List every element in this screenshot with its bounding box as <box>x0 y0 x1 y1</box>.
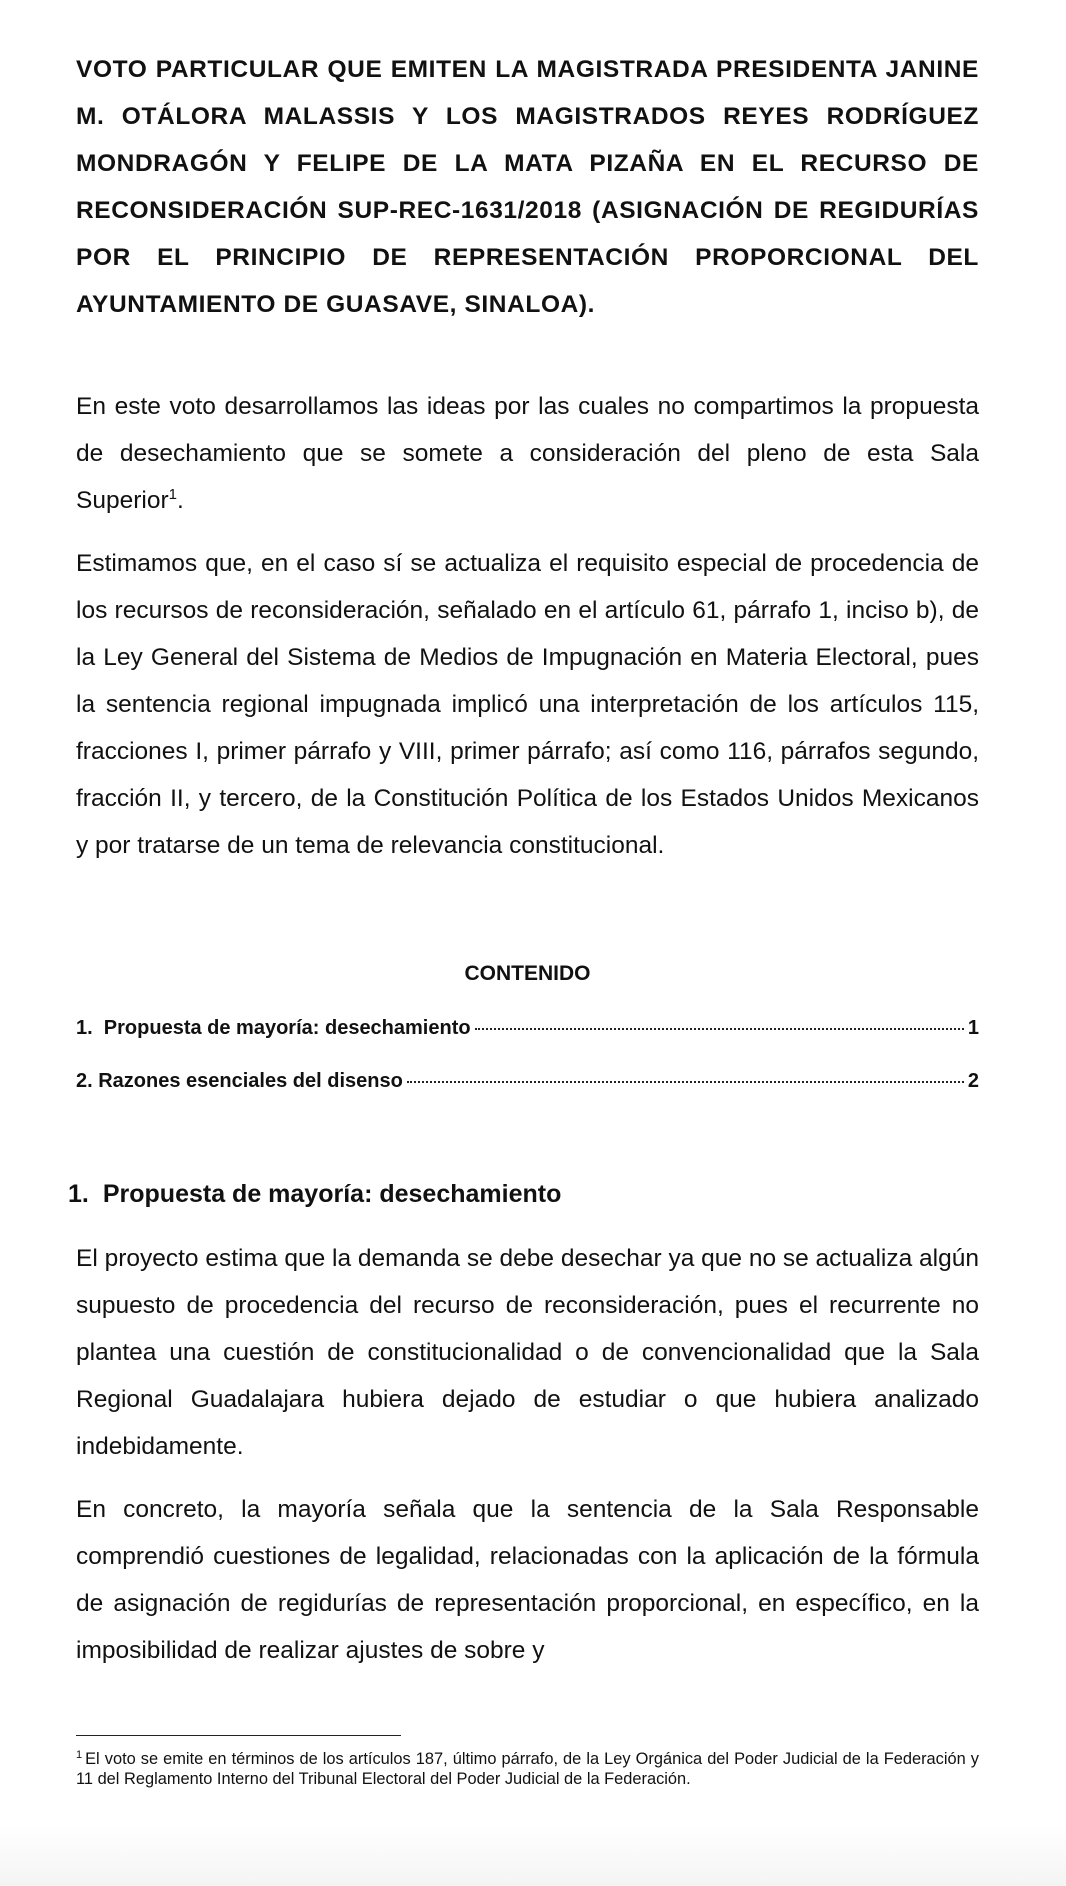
section-1-paragraph-1: El proyecto estima que la demanda se debe desechar ya que no se actualiza algún supuesto de procedencia del recurso de reconsideración, pues el recurrente no plantea una cuestión de constitucionalidad o de convencionalidad que la Sala Regional Guadalajara hubiera dejado de estudiar o que hubiera analizado indebidamente. <box>76 1245 980 1460</box>
footnote-divider <box>76 1735 401 1736</box>
footnote-text: El voto se emite en términos de los artículos 187, último párrafo, de la Ley Orgánica del Poder Judicial de la Federación y 11 del Reglamento Interno del Tribunal Electoral del Poder Judicial de la Federación. <box>76 1750 979 1788</box>
section-number: 1. <box>68 1180 89 1208</box>
toc-item-1[interactable] <box>76 1017 979 1040</box>
footnote-mark: 1 <box>76 1748 83 1761</box>
page-bottom-shadow <box>0 1826 1066 1886</box>
toc-item-2[interactable] <box>76 1070 979 1093</box>
footnote-reference[interactable]: 1 <box>168 485 177 503</box>
toc-item-page: 2 <box>967 1070 979 1092</box>
section-title: Propuesta de mayoría: desechamiento <box>102 1180 562 1208</box>
intro-paragraph-1-end: . <box>176 487 184 514</box>
toc-leader-dots <box>407 1081 964 1083</box>
intro-paragraph-1-text: En este voto desarrollamos las ideas por las cuales no compartimos la propuesta de desechamiento que se somete a consideración del pleno de esta Sala Superior <box>76 393 979 514</box>
toc-heading: CONTENIDO <box>464 962 591 985</box>
section-1-paragraph-2: En concreto, la mayoría señala que la sentencia de la Sala Responsable comprendió cuestiones de legalidad, relacionadas con la aplicación de la fórmula de asignación de regidurías de representación proporcional, en específico, en la imposibilidad de realizar ajustes de sobre y <box>76 1496 979 1664</box>
toc-item-label: 1. Propuesta de mayoría: desechamiento <box>76 1017 471 1039</box>
toc-item-label: 2. Razones esenciales del disenso <box>76 1070 403 1092</box>
footnote <box>76 1749 979 1789</box>
document-title: VOTO PARTICULAR QUE EMITEN LA MAGISTRADA PRESIDENTA JANINE M. OTÁLORA MALASSIS Y LOS MAGISTRADOS REYES RODRÍGUEZ MONDRAGÓN Y FELIPE DE LA MATA PIZAÑA EN EL RECURSO DE RECONSIDERACIÓN SUP-REC-1631/2018 (ASIGNACIÓN DE REGIDURÍAS POR EL PRINCIPIO DE REPRESENTACIÓN PROPORCIONAL DEL AYUNTAMIENTO DE GUASAVE, SINALOA). <box>76 56 979 318</box>
intro-paragraph-2: Estimamos que, en el caso sí se actualiza el requisito especial de procedencia de los recursos de reconsideración, señalado en el artículo 61, párrafo 1, inciso b), de la Ley General del Sistema de Medios de Impugnación en Materia Electoral, pues la sentencia regional impugnada implicó una interpretación de los artículos 115, fracciones I, primer párrafo y VIII, primer párrafo; así como 116, párrafos segundo, fracción II, y tercero, de la Constitución Política de los Estados Unidos Mexicanos y por tratarse de un tema de relevancia constitucional. <box>76 550 979 859</box>
toc-leader-dots <box>475 1028 964 1030</box>
section-1-heading <box>68 1180 561 1209</box>
toc-item-page: 1 <box>967 1017 979 1039</box>
intro-paragraph-1 <box>76 383 979 524</box>
